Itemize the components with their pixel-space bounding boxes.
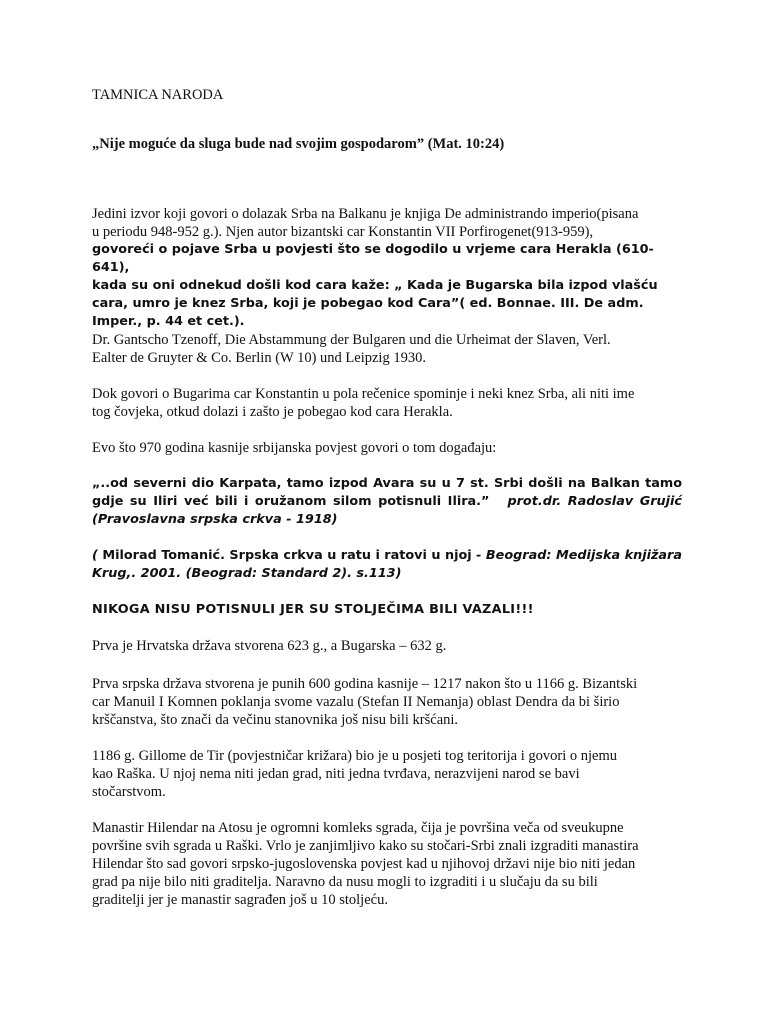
- paragraph-konstantin: [92, 385, 682, 421]
- text-line: Prva srpska država stvorena je punih 600 godina kasnije – 1217 nakon što u 1166 g. Bizantski: [92, 676, 638, 692]
- citation-line: Krug,. 2001. (Beograd: Standard 2). s.113): [92, 566, 402, 581]
- paragraph-serbian-state: [92, 675, 682, 729]
- text-line: u periodu 948-952 g.). Njen autor bizantski car Konstantin VII Porfirogenet(913-959),: [92, 224, 594, 240]
- citation-author: Milorad Tomanić: [102, 548, 221, 563]
- quote-text: gdje su Iliri već bili i oružanom silom potisnuli Ilira.”: [92, 494, 490, 509]
- text-line: Hilendar što sad govori srpsko-jugoslovenska povjest kad u njihovoj državi nije bio niti jedan: [92, 856, 636, 872]
- citation-block: [92, 547, 682, 583]
- quote-author: prot.dr. Radoslav Grujić: [507, 494, 682, 509]
- text-line: krščanstva, što znači da večinu stanovnika još nisu bili kršćani.: [92, 712, 459, 728]
- text-line: stočarstvom.: [92, 784, 166, 800]
- text-line: Manastir Hilendar na Atosu je ogromni komleks sgrada, čija je površina veča od sveukupne: [92, 820, 624, 836]
- quote-line-with-author: [92, 493, 682, 511]
- quote-line: „..od severni dio Karpata, tamo izpod Avara su u 7 st. Srbi došli na Balkan tamo: [92, 476, 682, 491]
- citation-line: ( Milorad Tomanić. Srpska crkva u ratu i ratovi u njoj - Beograd: Medijska knjižara: [92, 548, 682, 563]
- text-line: kao Raška. U njoj nema niti jedan grad, niti jedna tvrđava, nerazvijeni narod se bavi: [92, 766, 580, 782]
- paragraph-first-states: Prva je Hrvatska država stvorena 623 g., a Bugarska – 632 g.: [92, 638, 447, 654]
- bold-line: govoreći o pojave Srba u povjesti što se dogodilo u vrjeme cara Herakla (610-641),: [92, 242, 654, 275]
- paragraph-raska: [92, 747, 682, 801]
- text-line: Jedini izvor koji govori o dolazak Srba na Balkanu je knjiga De administrando imperio(pisana: [92, 206, 639, 222]
- text-line: 1186 g. Gillome de Tir (povjestničar križara) bio je u posjeti tog teritorija i govori o njemu: [92, 748, 617, 764]
- bold-line: Imper., p. 44 et cet.).: [92, 314, 245, 329]
- paragraph-intro-quote: Evo što 970 godina kasnije srbijanska povjest govori o tom događaju:: [92, 440, 497, 456]
- paragraph-source: [92, 205, 682, 367]
- reference-line: Ealter de Gruyter & Co. Berlin (W 10) und Leipzig 1930.: [92, 350, 426, 366]
- text-line: Dok govori o Bugarima car Konstantin u pola rečenice spominje i neki knez Srba, ali niti ime: [92, 386, 635, 402]
- document-body: [92, 86, 682, 909]
- text-line: graditelji jer je manastir sagrađen još u 10 stoljeću.: [92, 892, 388, 908]
- text-line: površine svih sgrada u Raški. Vrlo je zanjimljivo kako su stočari-Srbi znali izgraditi manastira: [92, 838, 639, 854]
- document-title: TAMNICA NARODA: [92, 87, 224, 103]
- citation-title: . Srpska crkva u ratu i ratovi u njoj: [220, 548, 472, 563]
- reference-line: Dr. Gantscho Tzenoff, Die Abstammung der Bulgaren und die Urheimat der Slaven, Verl.: [92, 332, 611, 348]
- paragraph-hilendar: [92, 819, 682, 909]
- bold-line: kada su oni odnekud došli kod cara kaže: „ Kada je Bugarska bila izpod vlašću: [92, 278, 658, 293]
- citation-publisher: - Beograd: Medijska knjižara: [471, 548, 682, 563]
- text-line: grad pa nije bilo niti graditelja. Naravno da nusu mogli to izgraditi i u slučaju da su bili: [92, 874, 598, 890]
- emphasis-heading: NIKOGA NISU POTISNULI JER SU STOLJEČIMA BILI VAZALI!!!: [92, 602, 534, 617]
- document-motto: „Nije moguće da sluga bude nad svojim gospodarom” (Mat. 10:24): [92, 136, 505, 152]
- quote-source: (Pravoslavna srpska crkva - 1918): [92, 512, 338, 527]
- quote-block: [92, 475, 682, 529]
- text-line: tog čovjeka, otkud dolazi i zašto je pobegao kod cara Herakla.: [92, 404, 453, 420]
- text-line: car Manuil I Komnen poklanja svome vazalu (Stefan II Nemanja) oblast Dendra da bi širio: [92, 694, 620, 710]
- bold-line: cara, umro je knez Srba, koji je pobegao kod Cara”( ed. Bonnae. III. De adm.: [92, 296, 644, 311]
